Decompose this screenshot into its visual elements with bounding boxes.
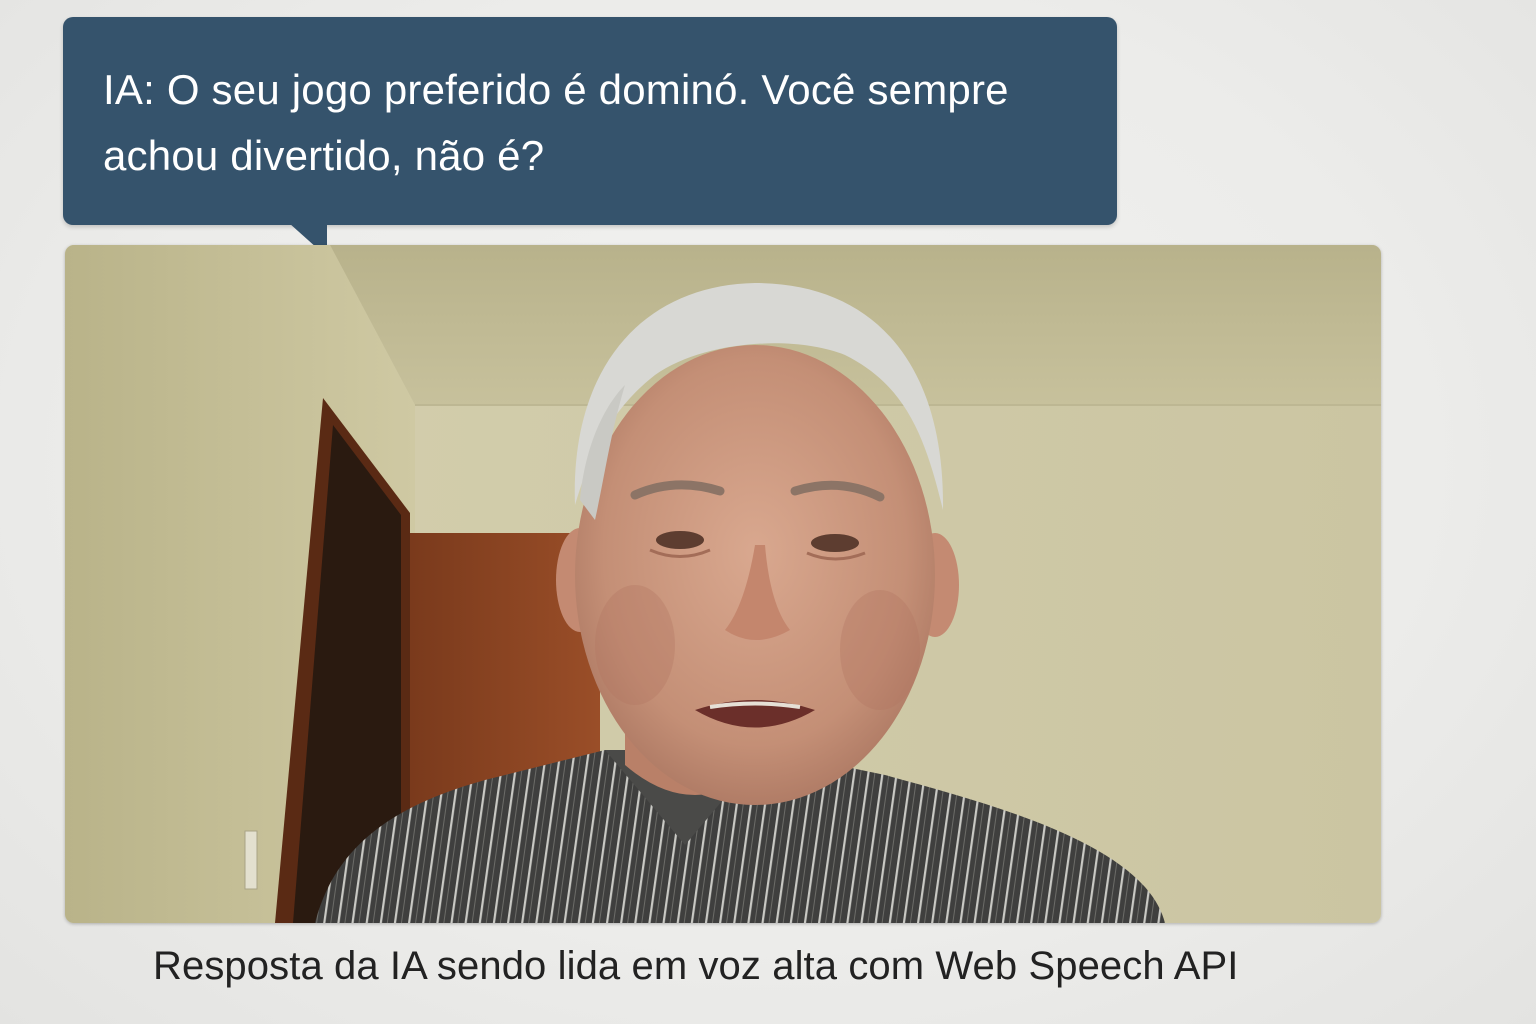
caption-text: Resposta da IA sendo lida em voz alta com Web Speech API: [153, 944, 1239, 988]
webcam-video-feed: [65, 245, 1381, 923]
ai-response-line-1: IA: O seu jogo preferido é dominó. Você sempre: [103, 66, 1009, 113]
ai-response-line-2: achou divertido, não é?: [103, 132, 545, 179]
ai-speech-bubble: [63, 17, 1117, 225]
